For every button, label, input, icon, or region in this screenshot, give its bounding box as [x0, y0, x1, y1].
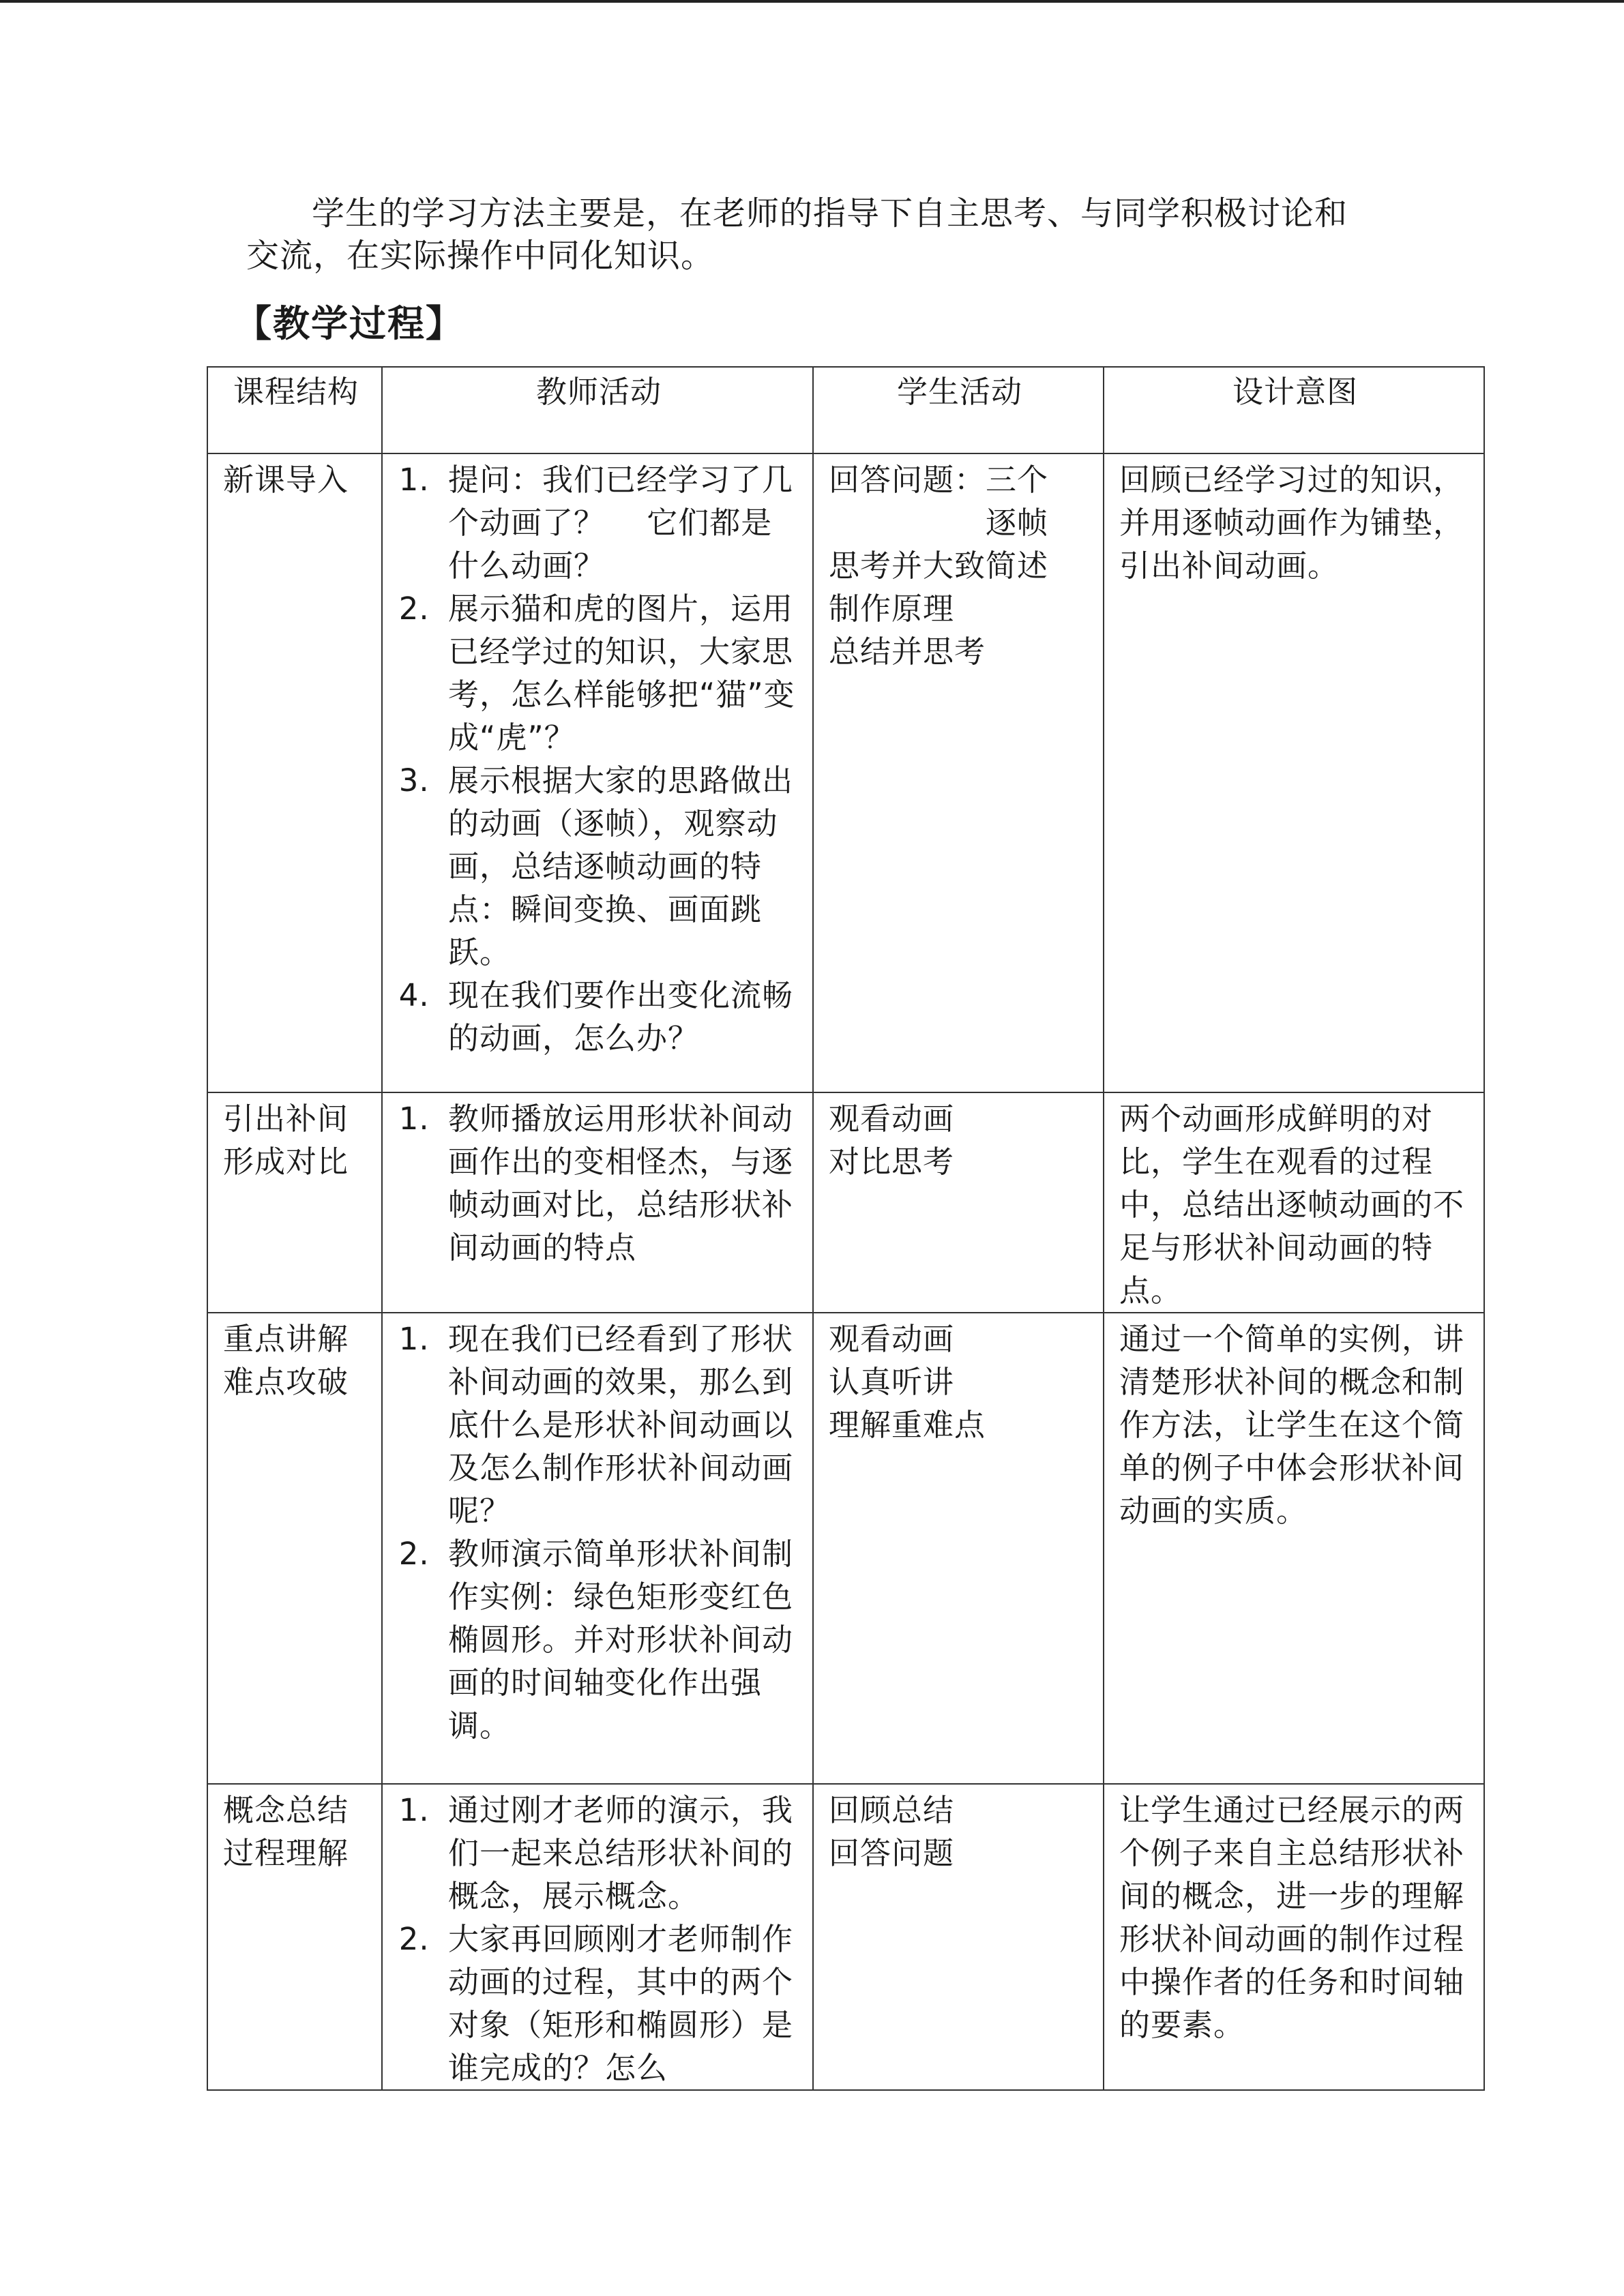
structure-line: 过程理解 — [223, 1835, 349, 1871]
structure-cell — [207, 1092, 382, 1313]
table-row — [207, 1313, 1484, 1784]
list-item: 2. 大家再回顾刚才老师制作动画的过程，其中的两个对象（矩形和椭圆形）是谁完成的？怎么 — [440, 1918, 800, 2089]
header-student-activity: 学生活动 — [813, 367, 1104, 453]
structure-line: 新课导入 — [223, 462, 349, 498]
student-activity-line: 回答问题 — [829, 1835, 955, 1871]
student-activity-line: 制作原理 — [829, 591, 955, 627]
teacher-activity-cell — [382, 1313, 813, 1784]
student-activity-cell — [813, 1784, 1104, 2090]
teacher-activity-cell — [382, 1092, 813, 1313]
teaching-process-table — [207, 366, 1485, 2091]
structure-cell — [207, 1784, 382, 2090]
teacher-activity-cell — [382, 453, 813, 1092]
header-teacher-activity: 教师活动 — [382, 367, 813, 453]
table-row — [207, 1784, 1484, 2090]
list-item: 1. 现在我们已经看到了形状补间动画的效果，那么到底什么是形状补间动画以及怎么制作形状补间动画呢？ — [440, 1317, 800, 1532]
list-item: 3. 展示根据大家的思路做出的动画（逐帧），观察动画，总结逐帧动画的特点：瞬间变换、画面跳跃。 — [440, 759, 800, 974]
student-activity-line: 逐帧 — [829, 505, 1049, 541]
page-top-border — [0, 0, 1624, 3]
header-design-intent: 设计意图 — [1104, 367, 1484, 453]
student-activity-line: 理解重难点 — [829, 1407, 986, 1443]
header-structure: 课程结构 — [207, 367, 382, 453]
student-activity-line: 回答问题：三个 — [829, 462, 1049, 498]
student-activity-line: 观看动画 — [829, 1101, 955, 1137]
student-activity-line: 观看动画 — [829, 1321, 955, 1357]
structure-line: 引出补间 — [223, 1101, 349, 1137]
student-activity-line: 对比思考 — [829, 1144, 955, 1180]
teacher-activity-list — [398, 1097, 800, 1269]
list-item: 2. 展示猫和虎的图片，运用已经学过的知识，大家思考，怎么样能够把“猫”变成“虎”？ — [440, 587, 800, 759]
design-intent-cell: 通过一个简单的实例，讲清楚形状补间的概念和制作方法，让学生在这个简单的例子中体会形状补间动画的实质。 — [1104, 1313, 1484, 1784]
teacher-activity-list — [398, 1317, 800, 1747]
intro-block — [246, 192, 1378, 277]
student-activity-cell — [813, 453, 1104, 1092]
structure-line: 形成对比 — [223, 1144, 349, 1180]
student-activity-cell — [813, 1092, 1104, 1313]
student-activity-line: 思考并大致简述 — [829, 548, 1049, 584]
structure-cell — [207, 453, 382, 1092]
list-item: 4. 现在我们要作出变化流畅的动画，怎么办？ — [440, 974, 800, 1060]
section-title: 【教学过程】 — [235, 302, 464, 345]
structure-cell — [207, 1313, 382, 1784]
list-item: 1. 教师播放运用形状补间动画作出的变相怪杰，与逐帧动画对比，总结形状补间动画的特点 — [440, 1097, 800, 1269]
design-intent-cell: 两个动画形成鲜明的对比，学生在观看的过程中，总结出逐帧动画的不足与形状补间动画的特点。 — [1104, 1092, 1484, 1313]
table-row — [207, 1092, 1484, 1313]
structure-line: 概念总结 — [223, 1792, 349, 1828]
list-item: 1. 提问：我们已经学习了几个动画了？ 它们都是什么动画？ — [440, 458, 800, 587]
list-item: 2. 教师演示简单形状补间制作实例：绿色矩形变红色椭圆形。并对形状补间动画的时间轴变化作出强调。 — [440, 1532, 800, 1747]
structure-line: 难点攻破 — [223, 1364, 349, 1400]
intro-paragraph: 学生的学习方法主要是，在老师的指导下自主思考、与同学积极讨论和交流，在实际操作中同化知识。 — [246, 194, 1348, 275]
list-item: 1. 通过刚才老师的演示，我们一起来总结形状补间的概念，展示概念。 — [440, 1789, 800, 1918]
structure-line: 重点讲解 — [223, 1321, 349, 1357]
teacher-activity-cell — [382, 1784, 813, 2090]
teacher-activity-list — [398, 1789, 800, 2089]
table-header-row — [207, 367, 1484, 453]
design-intent-cell: 让学生通过已经展示的两个例子来自主总结形状补间的概念，进一步的理解形状补间动画的制作过程中操作者的任务和时间轴的要素。 — [1104, 1784, 1484, 2090]
student-activity-line: 总结并思考 — [829, 633, 986, 670]
teacher-activity-list — [398, 458, 800, 1060]
table-row — [207, 453, 1484, 1092]
design-intent-cell: 回顾已经学习过的知识，并用逐帧动画作为铺垫，引出补间动画。 — [1104, 453, 1484, 1092]
student-activity-cell — [813, 1313, 1104, 1784]
student-activity-line: 认真听讲 — [829, 1364, 955, 1400]
student-activity-line: 回顾总结 — [829, 1792, 955, 1828]
